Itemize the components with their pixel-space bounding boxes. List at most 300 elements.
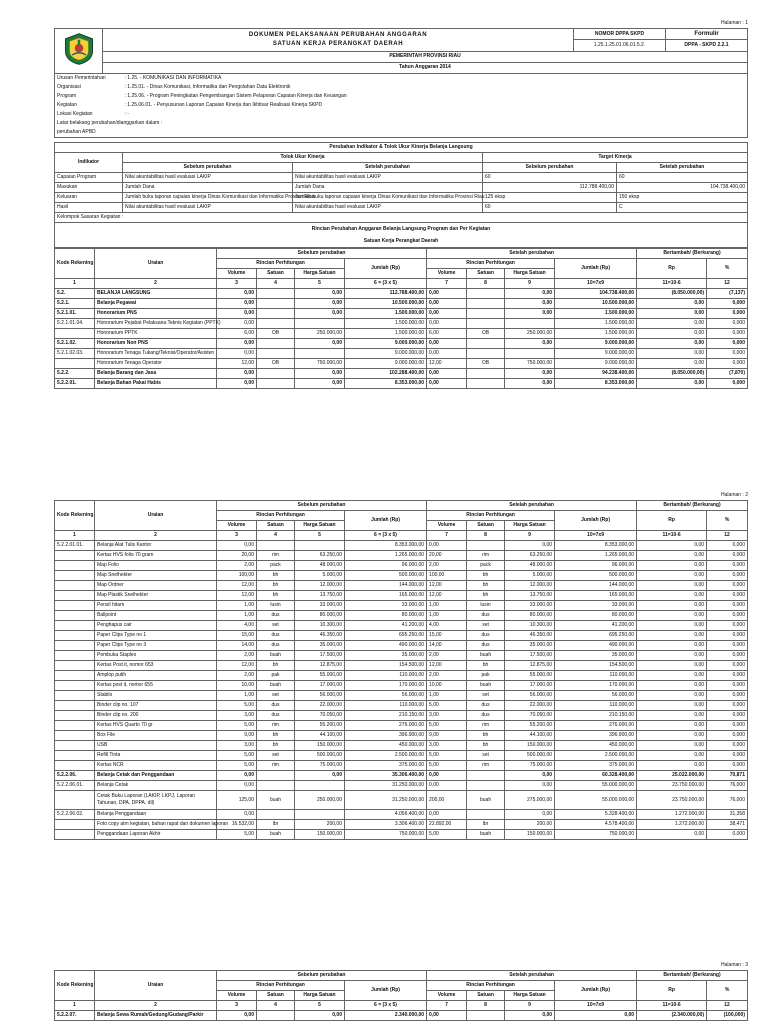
rp-head: Rp — [637, 511, 707, 531]
kode-rekening: 5.2.1.01. — [55, 309, 95, 319]
jumlah-sebelum: 375.000,00 — [345, 761, 427, 771]
selisih-rp: 1.272.000,00 — [637, 820, 707, 830]
satuan-sebelum — [257, 810, 295, 820]
harga-sebelum — [295, 781, 345, 791]
uraian: Belanja Sewa Rumah/Gedung/Gudang/Parkir — [95, 1011, 217, 1021]
harga-setelah: 56.000,00 — [505, 691, 555, 701]
kode-rekening — [55, 741, 95, 751]
satuan-setelah: pak — [467, 671, 505, 681]
uraian: Map Plastik Snelhekter — [95, 591, 217, 601]
satuan-setelah — [467, 309, 505, 319]
selisih-rp: 0,00 — [637, 691, 707, 701]
selisih-rp: 0,00 — [637, 349, 707, 359]
jumlah-setelah: 1.265.000,00 — [555, 551, 637, 561]
jumlah-setelah: 8.353.000,00 — [555, 379, 637, 389]
volume-setelah: 0,00 — [427, 339, 467, 349]
kode-rekening — [55, 631, 95, 641]
kode-rekening — [55, 671, 95, 681]
column-number: 8 — [467, 1001, 505, 1011]
target-sebelum: 112.788.400,00 — [483, 183, 617, 193]
uraian: Kertas Post it, nomor 653 — [95, 661, 217, 671]
harga-sebelum: 70.050,00 — [295, 711, 345, 721]
harga-setelah: 5.000,00 — [505, 571, 555, 581]
table-row — [55, 289, 748, 299]
harga-setelah: 0,00 — [505, 810, 555, 820]
tolok-sebelum: Jumlah buku laporan capaian kinerja Dinas Komunikasi dan Informatika Provinsi Riau — [123, 193, 293, 203]
satuan-head: Satuan — [257, 521, 295, 531]
selisih-rp: 0,00 — [637, 621, 707, 631]
volume-head: Volume — [217, 269, 257, 279]
volume-setelah: 0,00 — [427, 319, 467, 329]
harga-sebelum: 0,00 — [295, 339, 345, 349]
column-number: 3 — [217, 1001, 257, 1011]
selisih-persen: 0,000 — [707, 701, 748, 711]
volume-setelah: 12,00 — [427, 661, 467, 671]
setelah-head: Setelah perubahan — [427, 501, 637, 511]
info-value: : 1.25.06. - Program Peningkatan Pengembangan Sistem Pelaporan Capaian Kinerja dan Keuangan — [124, 93, 347, 99]
volume-setelah: 5,00 — [427, 761, 467, 771]
jumlah-sebelum: 490.000,00 — [345, 641, 427, 651]
volume-head: Volume — [427, 521, 467, 531]
page-number: Halaman : 2 — [721, 492, 748, 498]
satuan-sebelum: dus — [257, 631, 295, 641]
harga-setelah: 275.000,00 — [505, 791, 555, 810]
table-row — [55, 781, 748, 791]
satuan-sebelum: pak — [257, 671, 295, 681]
selisih-rp: 0,00 — [637, 541, 707, 551]
kode-rekening-head: Kode Rekening — [55, 501, 95, 531]
jumlah-setelah: 9.000.000,00 — [555, 339, 637, 349]
volume-setelah: 10,00 — [427, 681, 467, 691]
jumlah-sebelum: 102.288.400,00 — [345, 369, 427, 379]
volume-sebelum: 1,00 — [217, 691, 257, 701]
table-row — [55, 820, 748, 830]
volume-sebelum: 2,00 — [217, 651, 257, 661]
tolok-head: Tolok Ukur Kinerja — [123, 153, 483, 163]
volume-sebelum: 0,00 — [217, 1011, 257, 1021]
selisih-rp: 0,00 — [637, 681, 707, 691]
volume-setelah: 12,00 — [427, 591, 467, 601]
satuan-setelah: lusin — [467, 601, 505, 611]
satuan-sebelum — [257, 309, 295, 319]
info-value — [123, 128, 748, 138]
tolok-setelah: Jumlah buku laporan capaian kinerja Dinas Komunikasi dan Informatika Provinsi Riau — [293, 193, 483, 203]
volume-head: Volume — [427, 269, 467, 279]
uraian: Belanja Bahan Pakai Habis — [95, 379, 217, 389]
bertambah-head: Bertambah/ (Berkurang) — [637, 971, 748, 981]
tolok-sebelum: Jumlah Dana — [123, 183, 293, 193]
selisih-persen: 0,000 — [707, 339, 748, 349]
uraian-head: Uraian — [95, 501, 217, 531]
selisih-rp: 0,00 — [637, 329, 707, 339]
jumlah-setelah: 695.250,00 — [555, 631, 637, 641]
selisih-rp: 23.750.000,00 — [637, 781, 707, 791]
jumlah-setelah: 55.000.000,00 — [555, 791, 637, 810]
harga-sebelum — [295, 810, 345, 820]
harga-setelah: 55.000,00 — [505, 671, 555, 681]
target-sebelum: 125 eksp — [483, 193, 617, 203]
volume-sebelum: 3,00 — [217, 711, 257, 721]
harga-head: Harga Satuan — [295, 521, 345, 531]
tolok-sebelum-head: Sebelum perubahan — [123, 163, 293, 173]
jumlah-setelah: 33.000,00 — [555, 601, 637, 611]
volume-setelah: 9,00 — [427, 731, 467, 741]
table-row — [55, 329, 748, 339]
kode-rekening — [55, 681, 95, 691]
satuan-setelah: set — [467, 751, 505, 761]
info-label: Urusan Pemerintahan — [57, 75, 106, 81]
volume-sebelum: 0,00 — [217, 309, 257, 319]
satuan-sebelum — [257, 1011, 295, 1021]
satuan-sebelum: lbr — [257, 820, 295, 830]
jumlah-sebelum: 276.000,00 — [345, 721, 427, 731]
kode-rekening — [55, 651, 95, 661]
volume-setelah: 20,00 — [427, 551, 467, 561]
column-number: 6 = (3 x 5) — [345, 531, 427, 541]
jumlah-sebelum: 9.000.000,00 — [345, 339, 427, 349]
jumlah-sebelum: 56.000,00 — [345, 691, 427, 701]
volume-setelah: 5,00 — [427, 751, 467, 761]
satuan-sebelum: set — [257, 691, 295, 701]
satuan-setelah — [467, 771, 505, 781]
table-row — [55, 299, 748, 309]
table-row — [55, 810, 748, 820]
harga-head: Harga Satuan — [505, 269, 555, 279]
volume-setelah: 6,00 — [427, 329, 467, 339]
harga-setelah: 0,00 — [505, 781, 555, 791]
volume-setelah: 15,00 — [427, 631, 467, 641]
uraian: Refill Tinta — [95, 751, 217, 761]
selisih-persen: 0,000 — [707, 359, 748, 369]
satuan-sebelum — [257, 781, 295, 791]
budget-table-3 — [54, 970, 748, 1021]
uraian: Belanja Cetak dan Penggandaan — [95, 771, 217, 781]
uraian: Honorarium Pejabat Pelaksana Teknis Kegiatan (PPTK) — [95, 319, 217, 329]
rincian-title-1: Rincian Perubahan Anggaran Belanja Langsung Program dan Per Kegiatan — [311, 225, 491, 232]
selisih-rp: 0,00 — [637, 581, 707, 591]
volume-sebelum: 125,00 — [217, 791, 257, 810]
satuan-sebelum: bh — [257, 731, 295, 741]
selisih-persen: 0,000 — [707, 741, 748, 751]
table-row — [55, 551, 748, 561]
pemerintah-provinsi: PEMERINTAH PROVINSI RIAU — [103, 51, 748, 62]
harga-sebelum: 5.000,00 — [295, 571, 345, 581]
volume-setelah: 0,00 — [427, 810, 467, 820]
selisih-persen: 0,000 — [707, 691, 748, 701]
jumlah-sebelum: 8.353.000,00 — [345, 541, 427, 551]
target-head: Target Kinerja — [483, 153, 748, 163]
table-row — [55, 641, 748, 651]
selisih-persen: 38,471 — [707, 820, 748, 830]
table-row — [55, 651, 748, 661]
jumlah-setelah: 9.000.000,00 — [555, 349, 637, 359]
table-row — [55, 791, 748, 810]
rp-head: Rp — [637, 259, 707, 279]
volume-setelah: 0,00 — [427, 369, 467, 379]
harga-setelah: 44.100,00 — [505, 731, 555, 741]
target-setelah: 60 — [617, 173, 748, 183]
kode-rekening — [55, 731, 95, 741]
doc-title-line-1: DOKUMEN PELAKSANAAN PERUBAHAN ANGGARAN — [248, 31, 428, 38]
satuan-setelah — [467, 339, 505, 349]
satuan-sebelum: rim — [257, 761, 295, 771]
sebelum-head: Sebelum perubahan — [217, 971, 427, 981]
uraian: Honorarium Tenaga Operator — [95, 359, 217, 369]
info-value: : 1.25.06.01. - Penyusunan Laporan Capaian Kinerja dan Ikhtisar Realisasi Kinerja SKPD — [124, 102, 323, 108]
jumlah-sebelum: 112.788.400,00 — [345, 289, 427, 299]
selisih-persen: 0,000 — [707, 681, 748, 691]
selisih-persen: 0,000 — [707, 329, 748, 339]
kode-rekening — [55, 359, 95, 369]
satuan-setelah: bh — [467, 581, 505, 591]
jumlah-sebelum: 1.265.000,00 — [345, 551, 427, 561]
satuan-sebelum: set — [257, 751, 295, 761]
rp-head: Rp — [637, 981, 707, 1001]
table-row — [55, 621, 748, 631]
satuan-setelah: buah — [467, 830, 505, 840]
uraian: Paper Clips Type no 1 — [95, 631, 217, 641]
volume-sebelum: 20,00 — [217, 551, 257, 561]
column-number: 5 — [295, 1001, 345, 1011]
header-row — [55, 971, 748, 981]
satuan-sebelum: buah — [257, 830, 295, 840]
table-row — [55, 721, 748, 731]
jumlah-setelah: 4.578.400,00 — [555, 820, 637, 830]
tolok-sebelum: Nilai akuntabilitas hasil evaluasi LAKIP — [123, 173, 293, 183]
volume-setelah: 0,00 — [427, 349, 467, 359]
kode-rekening — [55, 329, 95, 339]
harga-sebelum: 12.000,00 — [295, 581, 345, 591]
selisih-persen: 0,000 — [707, 830, 748, 840]
volume-setelah: 5,00 — [427, 830, 467, 840]
volume-sebelum: 15,00 — [217, 631, 257, 641]
rincian-title-2: Satuan Kerja Perangkat Daerah — [363, 237, 439, 244]
selisih-persen: 0,000 — [707, 731, 748, 741]
jumlah-sebelum: 35.306.400,00 — [345, 771, 427, 781]
column-number: 2 — [95, 1001, 217, 1011]
selisih-persen: 0,000 — [707, 591, 748, 601]
tolok-setelah: Jumlah Dana — [293, 183, 483, 193]
volume-sebelum: 14,00 — [217, 641, 257, 651]
nomor-value: 1.25.1.25.01.06.01.5.2. — [574, 40, 666, 51]
jumlah-setelah: 750.000,00 — [555, 830, 637, 840]
jumlah-setelah: 0,00 — [555, 1011, 637, 1021]
harga-setelah: 250.000,00 — [505, 329, 555, 339]
selisih-persen: 0,000 — [707, 551, 748, 561]
uraian-head: Uraian — [95, 249, 217, 279]
satuan-setelah — [467, 810, 505, 820]
formulir-value: DPPA - SKPD 2.2.1 — [666, 40, 748, 51]
table-row — [55, 681, 748, 691]
jumlah-sebelum: 110.000,00 — [345, 701, 427, 711]
harga-sebelum: 55.200,00 — [295, 721, 345, 731]
column-number: 7 — [427, 531, 467, 541]
harga-setelah: 48.000,00 — [505, 561, 555, 571]
selisih-persen: 76,000 — [707, 781, 748, 791]
satuan-setelah: pack — [467, 561, 505, 571]
kode-rekening — [55, 761, 95, 771]
selisih-rp: (8.050.000,00) — [637, 289, 707, 299]
activity-info — [54, 74, 748, 138]
selisih-rp: (2.340.000,00) — [637, 1011, 707, 1021]
volume-sebelum: 0,00 — [217, 349, 257, 359]
volume-setelah: 0,00 — [427, 781, 467, 791]
volume-setelah: 0,00 — [427, 771, 467, 781]
harga-setelah: 33.000,00 — [505, 601, 555, 611]
uraian: Cetak Buku Laporan (LAKIP, LKPJ, Laporan Tahunan, DPA, DPPA, dll) — [95, 791, 217, 810]
harga-sebelum — [295, 541, 345, 551]
harga-setelah: 0,00 — [505, 379, 555, 389]
selisih-rp: 0,00 — [637, 641, 707, 651]
harga-sebelum: 46.350,00 — [295, 631, 345, 641]
tolok-setelah-head: Setelah perubahan — [293, 163, 483, 173]
tolok-sebelum: Nilai akuntabilitas hasil evaluasi LAKIP — [123, 203, 293, 213]
satuan-sebelum — [257, 771, 295, 781]
column-number-row — [55, 1001, 748, 1011]
uraian: Amplop putih — [95, 671, 217, 681]
satuan-head: Satuan — [467, 991, 505, 1001]
column-number: 6 = (3 x 5) — [345, 279, 427, 289]
selisih-persen: 0,000 — [707, 671, 748, 681]
uraian: Belanja Cetak — [95, 781, 217, 791]
jumlah-head: Jumlah (Rp) — [555, 259, 637, 279]
column-number: 3 — [217, 279, 257, 289]
jumlah-setelah: 276.000,00 — [555, 721, 637, 731]
harga-sebelum: 22.000,00 — [295, 701, 345, 711]
jumlah-sebelum: 750.000,00 — [345, 830, 427, 840]
harga-sebelum: 750.000,00 — [295, 359, 345, 369]
tahun-anggaran: Tahun Anggaran 2014 — [103, 62, 748, 73]
selisih-persen: 0,000 — [707, 601, 748, 611]
kode-rekening: 5.2.2.06.01. — [55, 781, 95, 791]
column-number: 11=10-6 — [637, 531, 707, 541]
volume-sebelum: 0,00 — [217, 810, 257, 820]
uraian: Penghapus cair — [95, 621, 217, 631]
uraian-head: Uraian — [95, 971, 217, 1001]
table-row — [55, 830, 748, 840]
rincian-head: Rincian Perhitungan — [217, 259, 345, 269]
info-label: perubahan APBD — [57, 129, 96, 135]
volume-sebelum: 12,00 — [217, 591, 257, 601]
satuan-sebelum: buah — [257, 681, 295, 691]
selisih-rp: 0,00 — [637, 379, 707, 389]
harga-sebelum: 200,00 — [295, 820, 345, 830]
harga-sebelum — [295, 319, 345, 329]
jumlah-setelah: 1.500.000,00 — [555, 319, 637, 329]
selisih-persen: (100,000) — [707, 1011, 748, 1021]
jumlah-sebelum: 2.340.000,00 — [345, 1011, 427, 1021]
satuan-setelah — [467, 369, 505, 379]
jumlah-sebelum: 695.250,00 — [345, 631, 427, 641]
column-number: 7 — [427, 279, 467, 289]
harga-sebelum: 48.000,00 — [295, 561, 345, 571]
satuan-sebelum: set — [257, 621, 295, 631]
volume-setelah: 1,00 — [427, 611, 467, 621]
kode-rekening — [55, 711, 95, 721]
selisih-persen: 0,000 — [707, 309, 748, 319]
volume-sebelum: 100,00 — [217, 571, 257, 581]
budget-table-2 — [54, 500, 748, 840]
harga-setelah: 0,00 — [505, 771, 555, 781]
column-number: 8 — [467, 531, 505, 541]
satuan-setelah: dus — [467, 641, 505, 651]
jumlah-setelah: 41.200,00 — [555, 621, 637, 631]
indicator-row — [55, 173, 748, 183]
satuan-head: Satuan — [467, 521, 505, 531]
info-row — [55, 101, 748, 110]
satuan-sebelum: bh — [257, 741, 295, 751]
table-row — [55, 601, 748, 611]
selisih-rp: 0,00 — [637, 551, 707, 561]
info-row — [55, 119, 748, 128]
kode-rekening — [55, 791, 95, 810]
satuan-setelah: set — [467, 691, 505, 701]
selisih-rp: 0,00 — [637, 601, 707, 611]
column-number: 9 — [505, 531, 555, 541]
selisih-rp: 0,00 — [637, 651, 707, 661]
volume-sebelum: 12,00 — [217, 581, 257, 591]
table-row — [55, 751, 748, 761]
uraian: Ballpoint — [95, 611, 217, 621]
harga-sebelum: 44.100,00 — [295, 731, 345, 741]
satuan-sebelum: dus — [257, 711, 295, 721]
volume-sebelum: 0,00 — [217, 339, 257, 349]
jumlah-setelah: 5.328.400,00 — [555, 810, 637, 820]
volume-setelah: 2,00 — [427, 671, 467, 681]
jumlah-sebelum: 80.000,00 — [345, 611, 427, 621]
jumlah-setelah: 500.000,00 — [555, 571, 637, 581]
harga-sebelum: 0,00 — [295, 379, 345, 389]
volume-setelah: 100,00 — [427, 571, 467, 581]
satuan-sebelum — [257, 349, 295, 359]
satuan-setelah: bh — [467, 731, 505, 741]
harga-sebelum: 500.000,00 — [295, 751, 345, 761]
selisih-persen: 0,000 — [707, 661, 748, 671]
volume-setelah: 4,00 — [427, 621, 467, 631]
column-number: 9 — [505, 279, 555, 289]
volume-sebelum: 1,00 — [217, 601, 257, 611]
rincian-head: Rincian Perhitungan — [217, 981, 345, 991]
volume-setelah: 0,00 — [427, 309, 467, 319]
harga-sebelum: 0,00 — [295, 309, 345, 319]
satuan-sebelum — [257, 339, 295, 349]
doc-title — [103, 29, 574, 52]
logo-cell — [55, 29, 103, 74]
rincian-head: Rincian Perhitungan — [217, 511, 345, 521]
satuan-sebelum: OB — [257, 359, 295, 369]
kode-rekening — [55, 561, 95, 571]
kode-rekening: 5.2.2.01.01. — [55, 541, 95, 551]
jumlah-head: Jumlah (Rp) — [345, 511, 427, 531]
bertambah-head: Bertambah/ (Berkurang) — [637, 501, 748, 511]
selisih-persen: (7,870) — [707, 369, 748, 379]
selisih-persen: 0,000 — [707, 299, 748, 309]
volume-sebelum: 0,00 — [217, 771, 257, 781]
kode-rekening: 5.2.2.06.02. — [55, 810, 95, 820]
satuan-setelah: buah — [467, 791, 505, 810]
harga-sebelum: 56.000,00 — [295, 691, 345, 701]
selisih-persen: 0,000 — [707, 631, 748, 641]
jumlah-setelah: 450.000,00 — [555, 741, 637, 751]
bertambah-head: Bertambah/ (Berkurang) — [637, 249, 748, 259]
kode-rekening — [55, 611, 95, 621]
harga-sebelum: 17.500,00 — [295, 651, 345, 661]
kode-rekening: 5.2.2.01. — [55, 379, 95, 389]
volume-setelah: 2,00 — [427, 561, 467, 571]
harga-head: Harga Satuan — [295, 269, 345, 279]
jumlah-setelah: 110.000,00 — [555, 701, 637, 711]
rincian-head: Rincian Perhitungan — [427, 511, 555, 521]
